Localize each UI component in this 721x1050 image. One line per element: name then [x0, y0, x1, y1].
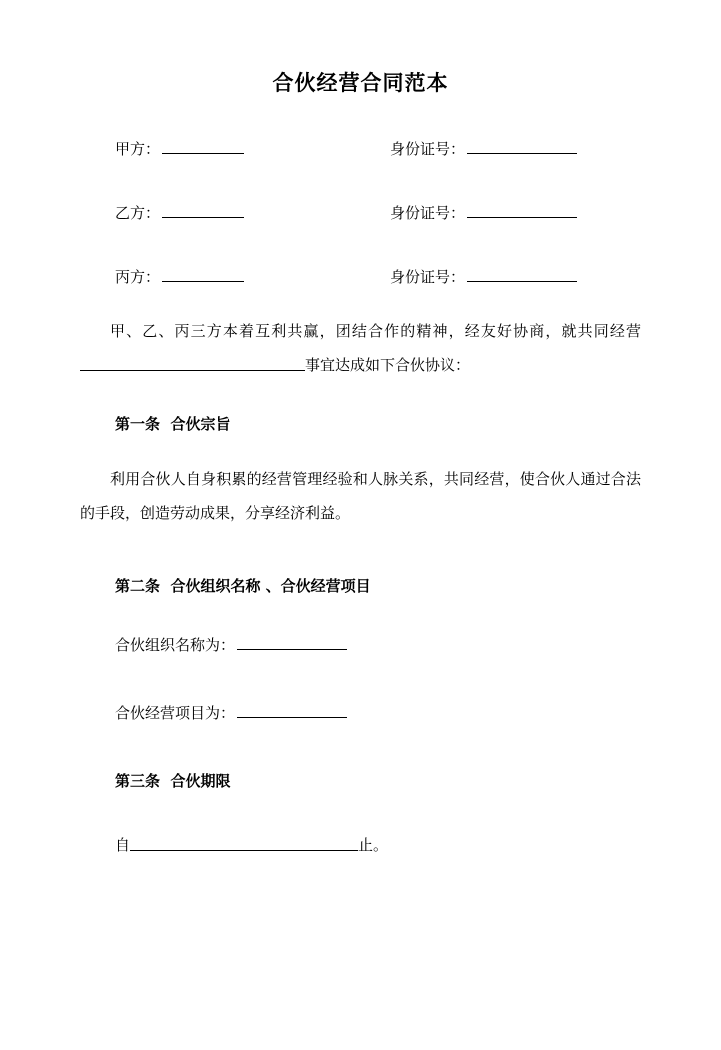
- party-name-label: 丙方：: [115, 268, 161, 286]
- party-row: [80, 138, 641, 160]
- party-name-label: 甲方：: [115, 140, 161, 158]
- preamble-text-before: 甲、乙、丙三方本着互利共赢，团结合作的精神，经友好协商，就共同经营: [110, 322, 641, 340]
- party-name-input[interactable]: [162, 138, 244, 154]
- party-id-input[interactable]: [467, 266, 577, 282]
- preamble-text-after: 事宜达成如下合伙协议：: [305, 356, 471, 374]
- business-project-label: 合伙经营项目为：: [115, 704, 236, 722]
- section-heading-1: 第一条 合伙宗旨: [115, 415, 231, 433]
- party-row: [80, 266, 641, 288]
- term-prefix-label: 自: [115, 836, 131, 854]
- party-name-group: [80, 138, 390, 160]
- party-id-group: [390, 202, 577, 224]
- party-name-input[interactable]: [162, 266, 244, 282]
- party-id-label: 身份证号：: [390, 268, 466, 286]
- party-row: [80, 202, 641, 224]
- term-row: [80, 833, 641, 857]
- term-suffix-label: 止。: [358, 836, 389, 854]
- document-body: [80, 0, 641, 1050]
- party-id-input[interactable]: [467, 138, 577, 154]
- party-name-label: 乙方：: [115, 204, 161, 222]
- section-body-1: 利用合伙人自身积累的经营管理经验和人脉关系，共同经营，使合伙人通过合法的手段，创造劳动成果，分享经济利益。: [80, 470, 641, 522]
- org-name-row: [80, 633, 641, 657]
- section-heading-3: 第三条 合伙期限: [115, 772, 231, 790]
- business-project-row: [80, 701, 641, 725]
- party-id-group: [390, 266, 577, 288]
- org-name-input[interactable]: [237, 634, 347, 650]
- preamble-paragraph: [80, 314, 641, 382]
- business-project-input[interactable]: [237, 702, 347, 718]
- org-name-label: 合伙组织名称为：: [115, 636, 236, 654]
- party-id-label: 身份证号：: [390, 204, 466, 222]
- preamble-blank-input[interactable]: [80, 355, 305, 371]
- term-blank-input[interactable]: [130, 835, 358, 851]
- party-name-input[interactable]: [162, 202, 244, 218]
- party-name-group: [80, 266, 390, 288]
- page-title: 合伙经营合同范本: [272, 71, 449, 95]
- party-id-group: [390, 138, 577, 160]
- section-heading-2: 第二条 合伙组织名称 、合伙经营项目: [115, 577, 371, 595]
- party-name-group: [80, 202, 390, 224]
- party-id-label: 身份证号：: [390, 140, 466, 158]
- party-id-input[interactable]: [467, 202, 577, 218]
